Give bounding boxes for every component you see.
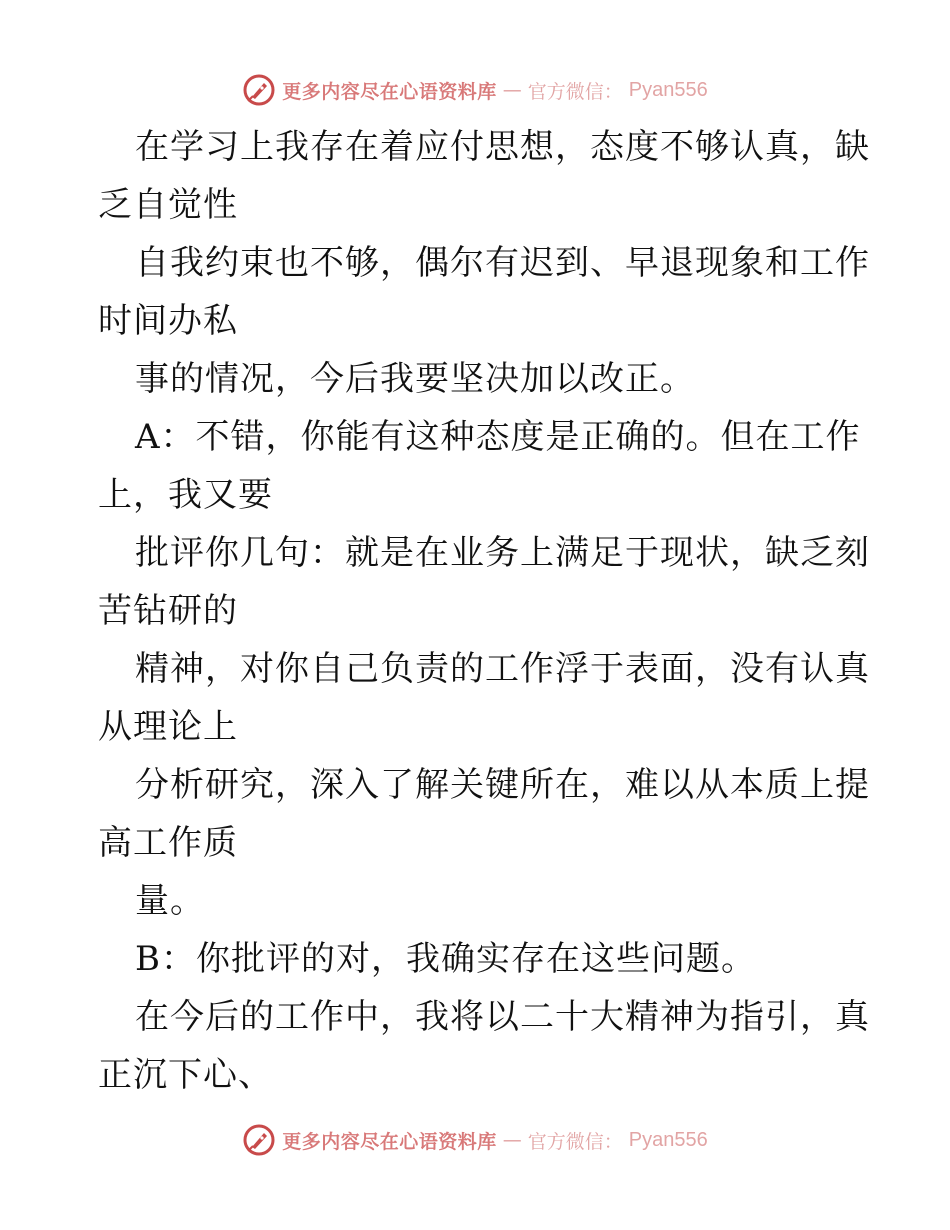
banner-wechat-label: 官方微信：: [527, 80, 623, 103]
text-line: 上，我又要: [98, 475, 273, 515]
text-line: 精神，对你自己负责的工作浮于表面，没有认真: [135, 649, 870, 689]
text-line: 乏自觉性: [98, 185, 238, 225]
pen-nib-logo-icon: [242, 73, 276, 107]
footer-banner: [0, 1120, 950, 1160]
text-line: 从理论上: [98, 707, 238, 747]
pen-nib-logo-icon: [242, 1123, 276, 1157]
text-line: 时间办私: [98, 301, 238, 341]
header-banner: [0, 70, 950, 110]
banner-wechat-id: Pyan556: [628, 1128, 708, 1151]
text-line: 量。: [135, 881, 205, 921]
text-line: 分析研究，深入了解关键所在，难以从本质上提: [135, 765, 870, 805]
text-line: 正沉下心、: [98, 1055, 273, 1095]
banner-dash: —: [502, 1129, 522, 1151]
text-line: 高工作质: [98, 823, 238, 863]
text-line: 事的情况，今后我要坚决加以改正。: [135, 359, 695, 399]
text-line: B：你批评的对，我确实存在这些问题。: [135, 939, 756, 979]
banner-dash: —: [502, 79, 522, 101]
banner-title: 更多内容尽在心语资料库: [282, 1130, 497, 1153]
text-line: 在今后的工作中，我将以二十大精神为指引，真: [135, 997, 870, 1037]
text-line: 批评你几句：就是在业务上满足于现状，缺乏刻: [135, 533, 870, 573]
banner-wechat-label: 官方微信：: [527, 1130, 623, 1153]
banner-wechat-id: Pyan556: [628, 78, 708, 101]
banner-title: 更多内容尽在心语资料库: [282, 80, 497, 103]
text-line: A：不错，你能有这种态度是正确的。但在工作: [135, 417, 861, 457]
text-line: 苦钻研的: [98, 591, 238, 631]
text-line: 在学习上我存在着应付思想，态度不够认真，缺: [135, 127, 870, 167]
text-line: 自我约束也不够，偶尔有迟到、早退现象和工作: [135, 243, 870, 283]
